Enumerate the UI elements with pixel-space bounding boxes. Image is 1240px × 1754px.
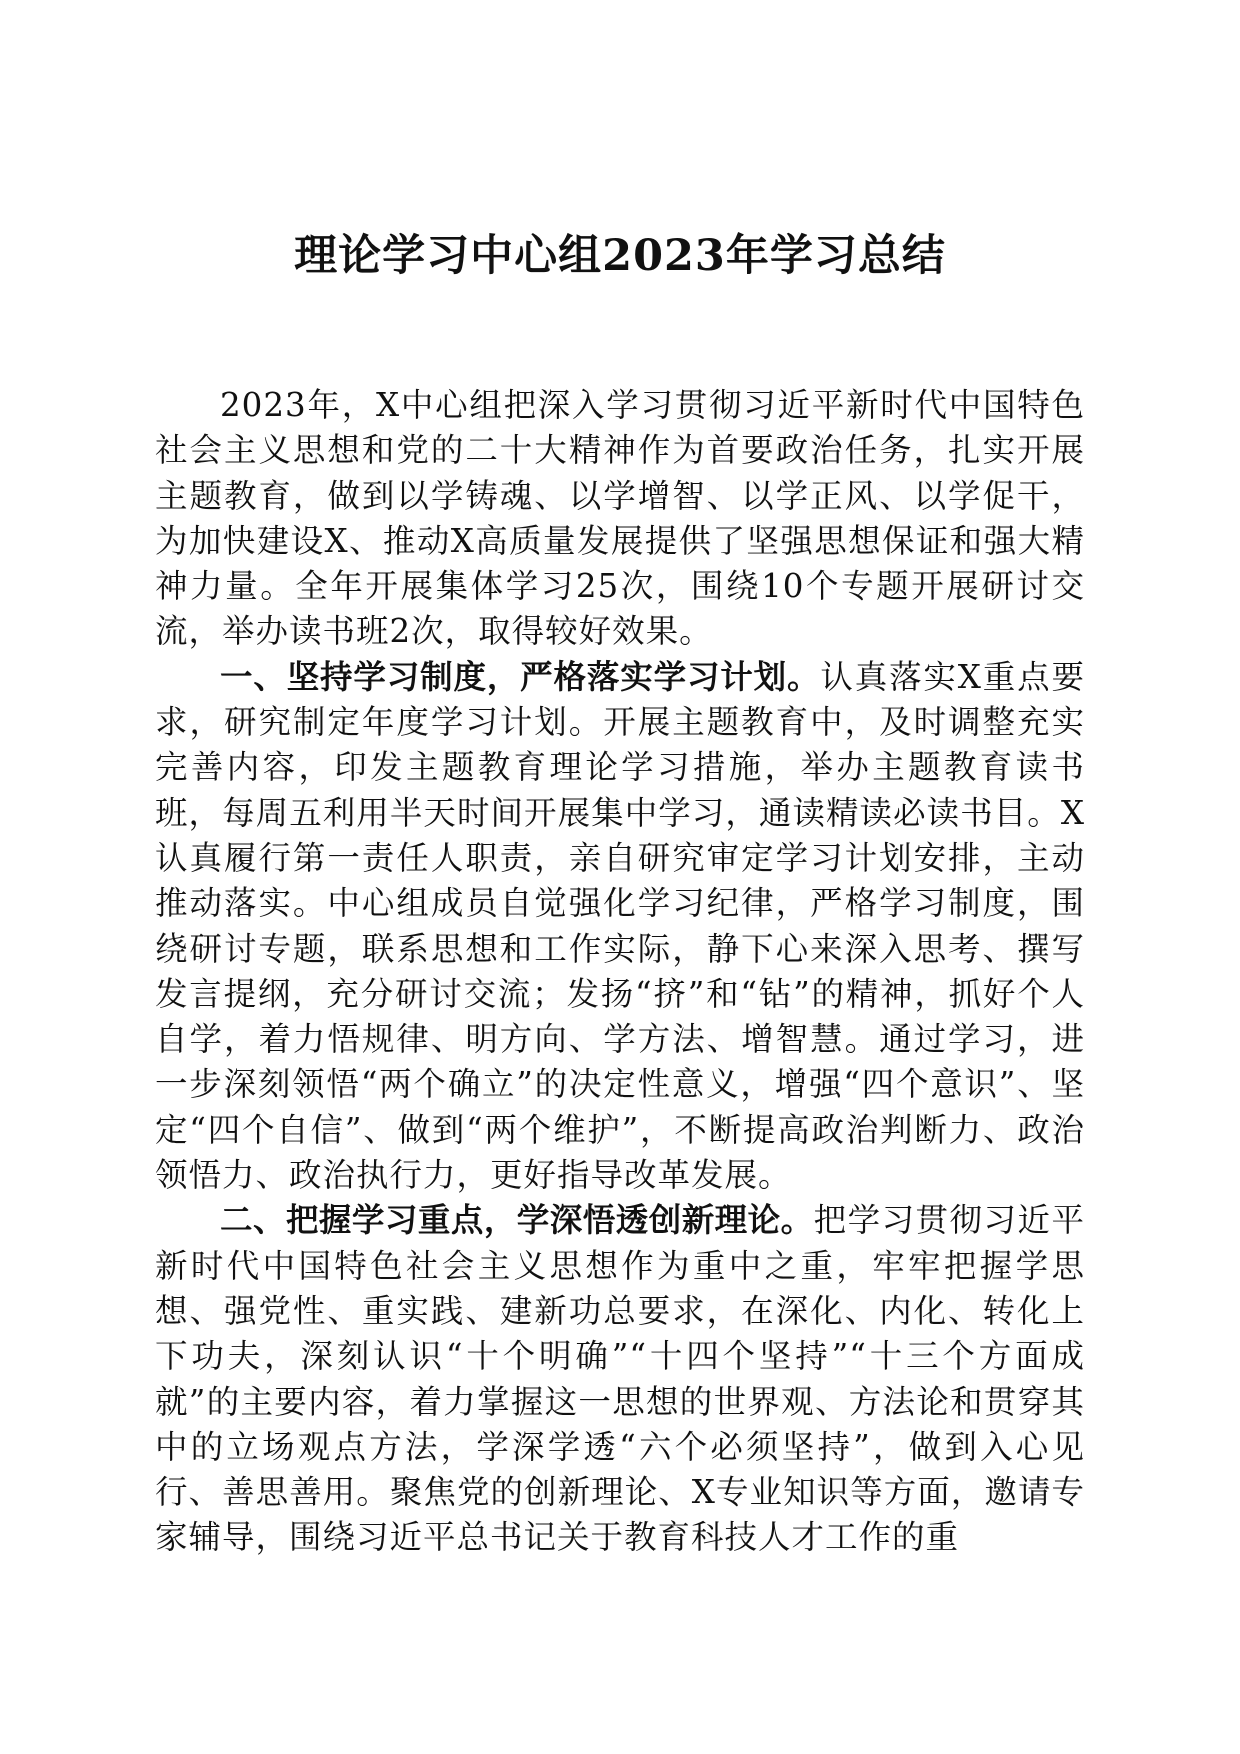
document-body (155, 383, 1085, 1561)
section-1-heading: 一、坚持学习制度，严格落实学习计划。 (220, 657, 821, 696)
intro-paragraph (155, 383, 1085, 655)
document-title: 理论学习中心组2023年学习总结 (294, 231, 946, 281)
section-2-paragraph (155, 1198, 1085, 1560)
section-2-text: 把学习贯彻习近平新时代中国特色社会主义思想作为重中之重，牢牢把握学思想、强党性、重实践、建新功总要求，在深化、内化、转化上下功夫，深刻认识“十个明确”“十四个坚持”“十三个方面成就”的主要内容，着力掌握这一思想的世界观、方法论和贯穿其中的立场观点方法，学深学透“六个必须坚持”，做到入心见行、善思善用。聚焦党的创新理论、X专业知识等方面，邀请专家辅导，围绕习近平总书记关于教育科技人才工作的重 (155, 1201, 1085, 1557)
section-2-heading: 二、把握学习重点，学深悟透创新理论。 (220, 1201, 814, 1240)
intro-paragraph-text: 2023年，X中心组把深入学习贯彻习近平新时代中国特色社会主义思想和党的二十大精神作为首要政治任务，扎实开展主题教育，做到以学铸魂、以学增智、以学正风、以学促干，为加快建设X、推动X高质量发展提供了坚强思想保证和强大精神力量。全年开展集体学习25次，围绕10个专题开展研讨交流，举办读书班2次，取得较好效果。 (155, 386, 1085, 651)
section-1-paragraph (155, 655, 1085, 1199)
section-1-text: 认真落实X重点要求，研究制定年度学习计划。开展主题教育中，及时调整充实完善内容，印发主题教育理论学习措施，举办主题教育读书班，每周五利用半天时间开展集中学习，通读精读必读书目。X认真履行第一责任人职责，亲自研究审定学习计划安排，主动推动落实。中心组成员自觉强化学习纪律，严格学习制度，围绕研讨专题，联系思想和工作实际，静下心来深入思考、撰写发言提纲，充分研讨交流；发扬“挤”和“钻”的精神，抓好个人自学，着力悟规律、明方向、学方法、增智慧。通过学习，进一步深刻领悟“两个确立”的决定性意义，增强“四个意识”、坚定“四个自信”、做到“两个维护”，不断提高政治判断力、政治领悟力、政治执行力，更好指导改革发展。 (155, 657, 1085, 1195)
